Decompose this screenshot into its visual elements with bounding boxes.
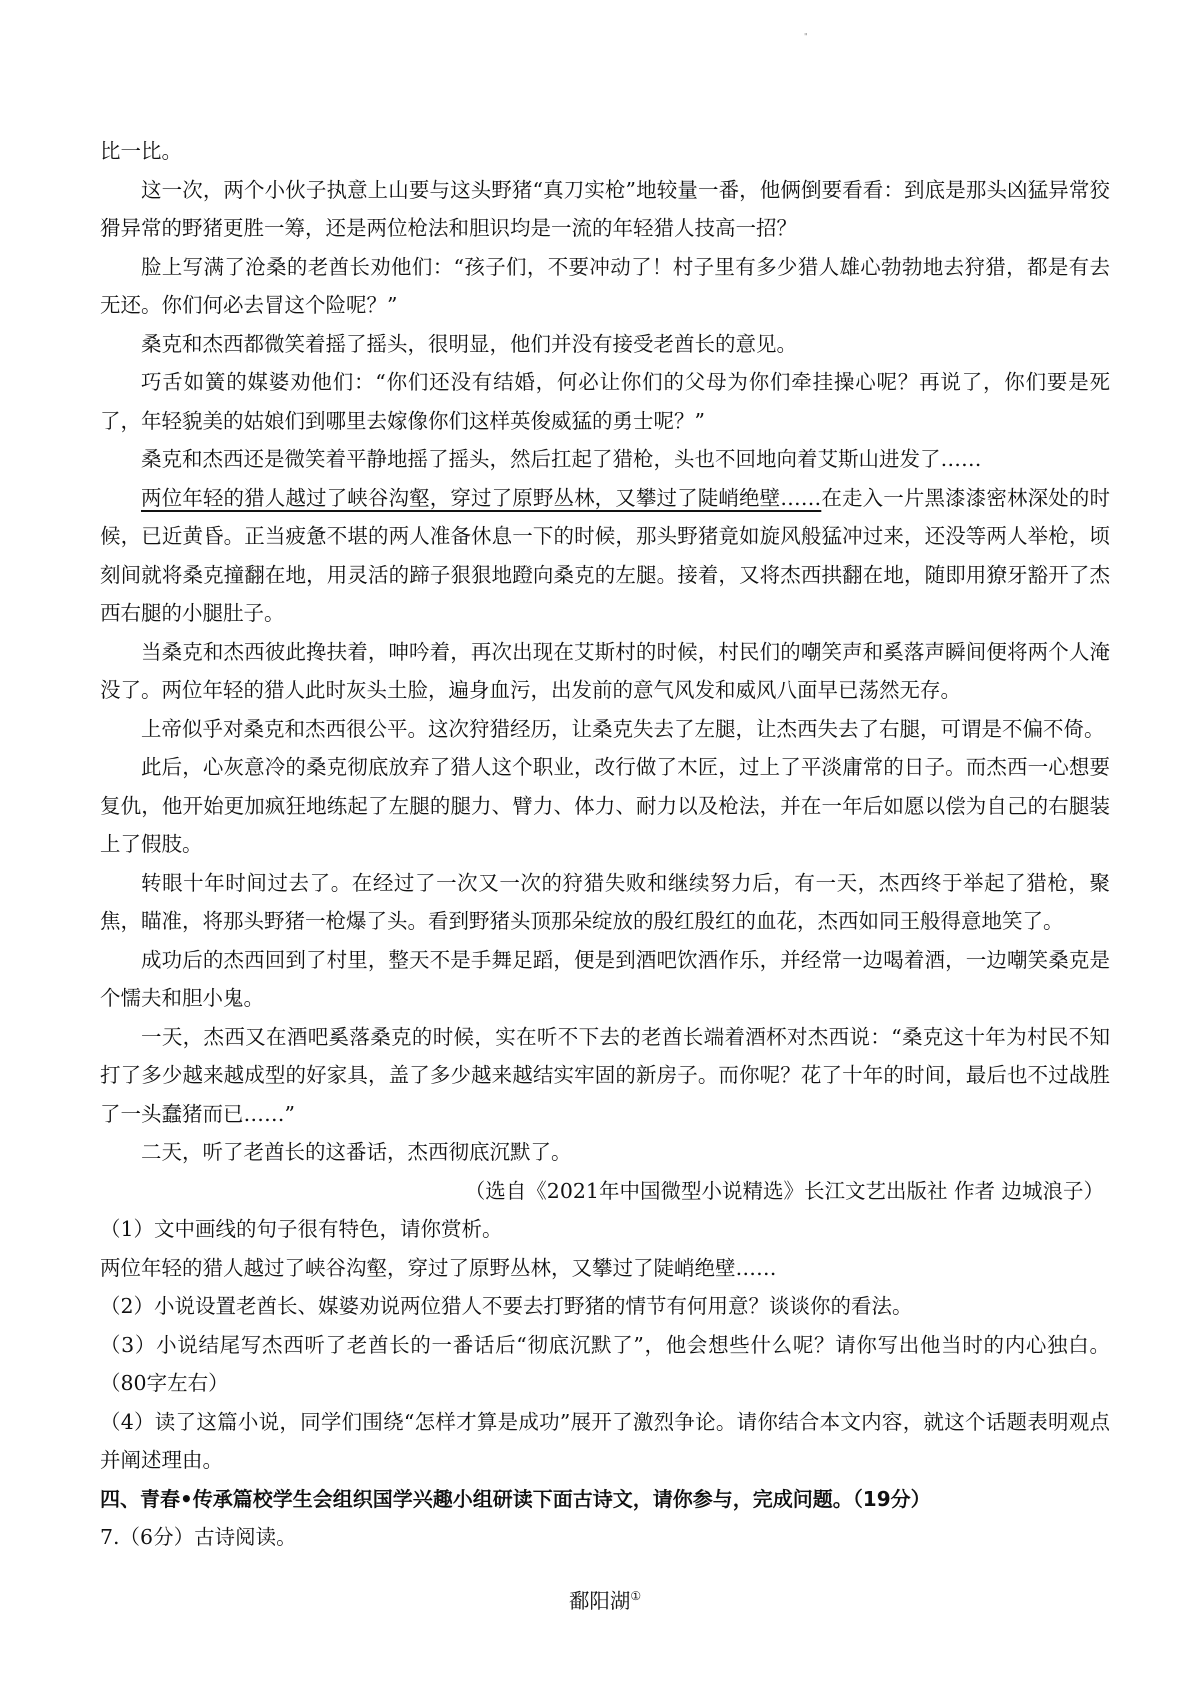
story-paragraph: 脸上写满了沧桑的老酋长劝他们：“孩子们，不要冲动了！村子里有多少猎人雄心勃勃地去狩猎，都是有去无还。你们何必去冒这个险呢？” xyxy=(100,254,1110,317)
footnote-marker: ① xyxy=(630,1588,642,1603)
section-heading: 四、青春•传承篇校学生会组织国学兴趣小组研读下面古诗文，请你参与，完成问题。（19分） xyxy=(100,1486,931,1511)
question-4: （4）读了这篇小说，同学们围绕“怎样才算是成功”展开了激烈争论。请你结合本文内容，就这个话题表明观点并阐述理由。 xyxy=(100,1409,1110,1472)
story-paragraph: 巧舌如簧的媒婆劝他们：“你们还没有结婚，何必让你们的父母为你们牵挂操心呢？再说了，你们要是死了，年轻貌美的姑娘们到哪里去嫁像你们这样英俊威猛的勇士呢？” xyxy=(100,370,1110,433)
poem-title xyxy=(100,1577,1110,1620)
story-paragraph: 桑克和杰西还是微笑着平静地摇了摇头，然后扛起了猎枪，头也不回地向着艾斯山进发了…… xyxy=(141,447,982,471)
story-paragraph: 二天，听了老酋长的这番话，杰西彻底沉默了。 xyxy=(141,1140,572,1164)
story-paragraph: 转眼十年时间过去了。在经过了一次又一次的狩猎失败和继续努力后，有一天，杰西终于举起了猎枪，聚焦，瞄准，将那头野猪一枪爆了头。看到野猪头顶那朵绽放的殷红殷红的血花，杰西如同王般得意地笑了。 xyxy=(100,870,1110,933)
story-paragraph: 这一次，两个小伙子执意上山要与这头野猪“真刀实枪”地较量一番，他俩倒要看看：到底是那头凶猛异常狡猾异常的野猪更胜一筹，还是两位枪法和胆识均是一流的年轻猎人技高一招？ xyxy=(100,177,1110,240)
question-3: （3）小说结尾写杰西听了老酋长的一番话后“彻底沉默了”，他会想些什么呢？请你写出他当时的内心独白。（80字左右） xyxy=(100,1332,1110,1395)
story-paragraph: 上帝似乎对桑克和杰西很公平。这次狩猎经历，让桑克失去了左腿，让杰西失去了右腿，可谓是不偏不倚。 xyxy=(141,716,1105,741)
page-mark: " xyxy=(804,32,808,41)
question-1: （1）文中画线的句子很有特色，请你赏析。 xyxy=(100,1217,503,1241)
story-paragraph: 当桑克和杰西彼此搀扶着，呻吟着，再次出现在艾斯村的时候，村民们的嘲笑声和奚落声瞬间便将两个人淹没了。两位年轻的猎人此时灰头土脸，遍身血污，出发前的意气风发和威风八面早已荡然无存。 xyxy=(100,639,1110,702)
story-paragraph: 桑克和杰西都微笑着摇了摇头，很明显，他们并没有接受老酋长的意见。 xyxy=(141,331,797,356)
underlined-sentence: 两位年轻的猎人越过了峡谷沟壑，穿过了原野丛林，又攀过了陡峭绝壁…… xyxy=(141,485,822,510)
story-paragraph: 此后，心灰意冷的桑克彻底放弃了猎人这个职业，改行做了木匠，过上了平淡庸常的日子。而杰西一心想要复仇，他开始更加疯狂地练起了左腿的腿力、臂力、体力、耐力以及枪法，并在一年后如愿以偿为自己的右腿装上了假肢。 xyxy=(100,755,1110,856)
source-citation: （选自《2021年中国微型小说精选》长江文艺出版社 作者 边城浪子） xyxy=(464,1178,1104,1203)
question-1-quote: 两位年轻的猎人越过了峡谷沟壑，穿过了原野丛林，又攀过了陡峭绝壁…… xyxy=(100,1255,777,1280)
story-paragraph: 一天，杰西又在酒吧奚落桑克的时候，实在听不下去的老酋长端着酒杯对杰西说：“桑克这十年为村民不知打了多少越来越成型的好家具，盖了多少越来越结实牢固的新房子。而你呢？花了十年的时间，最后也不过战胜了一头蠢猪而已……” xyxy=(100,1024,1110,1126)
story-paragraph-underlined xyxy=(100,479,1110,633)
poem-title-text: 鄱阳湖 xyxy=(568,1588,631,1613)
story-paragraph: 成功后的杰西回到了村里，整天不是手舞足蹈，便是到酒吧饮酒作乐，并经常一边喝着酒，一边嘲笑桑克是个懦夫和胆小鬼。 xyxy=(100,947,1110,1010)
question-7: 7.（6分）古诗阅读。 xyxy=(100,1525,297,1549)
reading-passage xyxy=(100,132,1110,1620)
question-2: （2）小说设置老酋长、媒婆劝说两位猎人不要去打野猪的情节有何用意？谈谈你的看法。 xyxy=(100,1294,913,1318)
story-text: 在走入一片黑漆漆密林深处的时候，已近黄昏。正当疲惫不堪的两人准备休息一下的时候，那头野猪竟如旋风般猛冲过来，还没等两人举枪，顷刻间就将桑克撞翻在地，用灵活的蹄子狠狠地蹬向桑克的左腿。接着，又将杰西拱翻在地，随即用獠牙豁开了杰西右腿的小腿肚子。 xyxy=(100,485,1111,625)
story-paragraph: 比一比。 xyxy=(100,139,182,163)
